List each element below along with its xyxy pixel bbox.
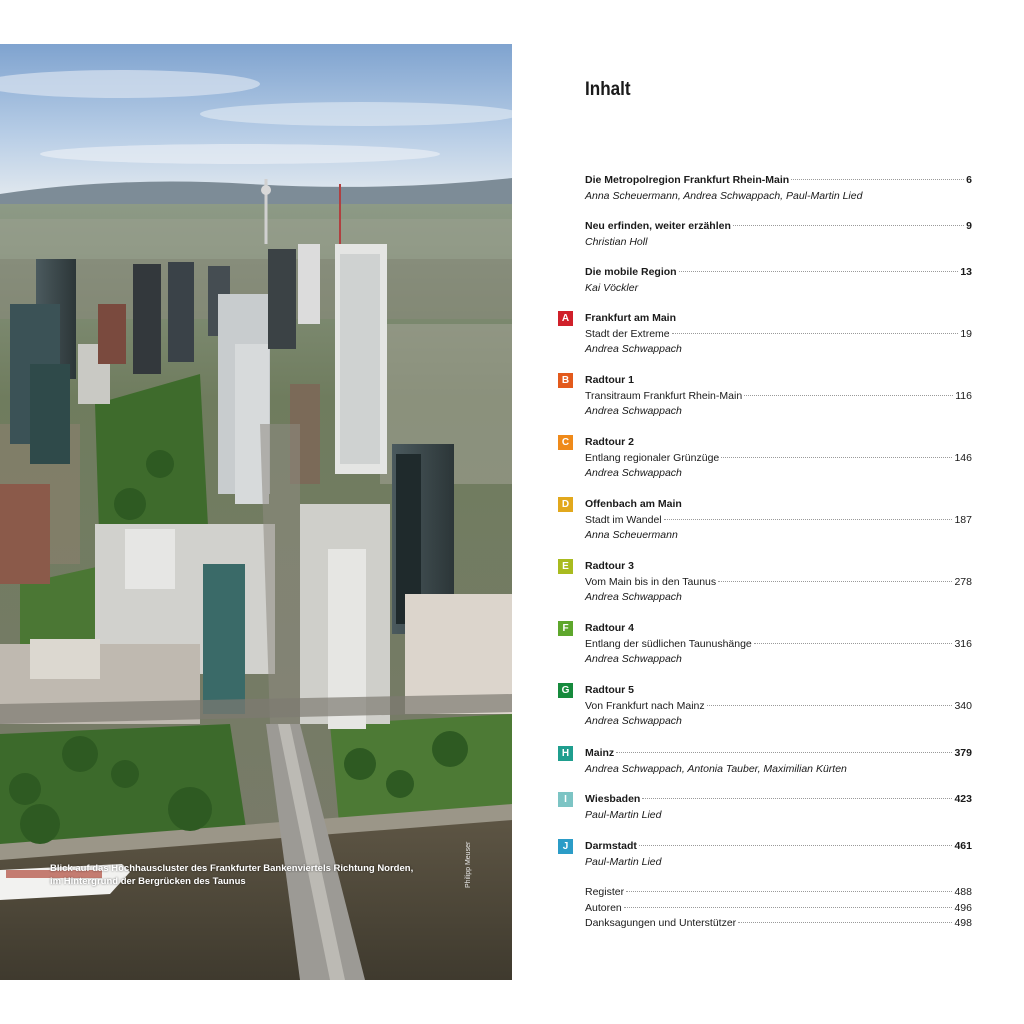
entry-title: Radtour 1 [585,374,635,386]
entry-author: Andrea Schwappach [585,343,682,355]
entry-title: Neu erfinden, weiter erzählen [585,220,731,232]
entry-title: Offenbach am Main [585,498,682,510]
toc-appendix-item[interactable] [585,885,972,901]
entry-title: Autoren [585,901,622,914]
leader-dots [626,891,952,892]
section-letter-badge: C [558,435,573,450]
toc-appendix [585,885,972,932]
leader-dots [616,752,952,753]
entry-author: Christian Holl [585,235,648,248]
section-letter-badge: J [558,839,573,854]
section-letter-badge: I [558,792,573,807]
leader-dots [738,922,952,923]
entry-page: 13 [960,266,972,278]
leader-dots [791,179,964,180]
toc-title: Inhalt [585,79,631,100]
toc-entry[interactable] [585,265,972,296]
entry-subtitle: Transitraum Frankfurt Rhein-Main [585,389,743,402]
entry-title: Radtour 5 [585,684,635,696]
leader-dots [672,333,959,334]
aerial-photo-illustration [0,44,512,980]
leader-dots [639,845,953,846]
leader-dots [642,798,952,799]
toc-entry[interactable] [585,173,972,204]
photo-credit: Philipp Meuser [465,841,472,888]
section-letter-badge: F [558,621,573,636]
toc-entry[interactable] [561,683,972,730]
entry-subtitle: Entlang regionaler Grünzüge [585,451,720,464]
entry-page: 379 [954,747,972,759]
leader-dots [624,907,953,908]
entry-page: 496 [954,901,972,914]
entry-page: 19 [960,327,972,340]
entry-page: 116 [955,389,972,402]
entry-page: 340 [954,699,972,712]
toc-entry[interactable] [564,792,972,823]
entry-title: Register [585,886,625,898]
aerial-photo-frankfurt [0,44,512,980]
section-letter-badge: G [558,683,573,698]
entry-page: 278 [954,575,972,588]
entry-title: Die mobile Region [585,266,677,278]
entry-subtitle: Entlang der südlichen Taunushänge [585,637,752,650]
entry-page: 187 [954,513,972,526]
leader-dots [744,395,953,396]
toc-entry[interactable] [561,497,972,544]
caption-line-2: im Hintergrund der Bergrücken des Taunus [50,876,246,887]
entry-author: Anna Scheuermann, Andrea Schwappach, Paul-Martin Lied [585,189,863,202]
entry-page: 146 [954,451,972,464]
entry-page: 9 [966,220,972,232]
toc-entry[interactable] [561,311,972,358]
toc-appendix-item[interactable] [585,916,972,932]
leader-dots [718,581,952,582]
toc-appendix-item[interactable] [585,901,972,917]
photo-caption [50,862,430,888]
leader-dots [707,705,953,706]
entry-title: Radtour 2 [585,436,635,448]
leader-dots [664,519,953,520]
section-letter-badge: H [558,746,573,761]
entry-page: 6 [966,174,972,186]
section-letter-badge: B [558,373,573,388]
entry-page: 488 [954,886,972,898]
entry-title: Radtour 4 [585,622,635,634]
entry-author: Andrea Schwappach [585,715,682,727]
entry-author: Andrea Schwappach [585,653,682,665]
caption-line-1: Blick auf das Hochhauscluster des Frankfurter Bankenviertels Richtung Norden, [50,863,414,874]
entry-author: Paul-Martin Lied [585,855,662,868]
entry-author: Andrea Schwappach, Antonia Tauber, Maximilian Kürten [585,762,847,775]
entry-title: Radtour 3 [585,560,635,572]
entry-subtitle: Von Frankfurt nach Mainz [585,699,705,712]
section-letter-badge: E [558,559,573,574]
entry-subtitle: Vom Main bis in den Taunus [585,575,717,588]
toc-entry[interactable] [561,373,972,420]
toc-entry[interactable] [562,839,972,870]
toc-entry[interactable] [562,621,972,668]
entry-author: Andrea Schwappach [585,591,682,603]
entry-author: Kai Vöckler [585,281,639,294]
entry-title: Wiesbaden [585,793,641,805]
entry-title: Frankfurt am Main [585,312,677,324]
entry-page: 461 [954,840,972,852]
leader-dots [721,457,952,458]
toc-entry[interactable] [562,559,972,606]
entry-title: Darmstadt [585,840,637,852]
entry-page: 316 [954,637,972,650]
entry-title: Mainz [585,747,615,759]
entry-subtitle: Stadt der Extreme [585,327,670,340]
leader-dots [733,225,964,226]
entry-author: Anna Scheuermann [585,529,678,541]
section-letter-badge: D [558,497,573,512]
entry-title: Die Metropolregion Frankfurt Rhein-Main [585,174,790,186]
entry-subtitle: Stadt im Wandel [585,513,662,526]
toc-entry[interactable] [561,746,972,777]
leader-dots [679,271,959,272]
entry-author: Andrea Schwappach [585,467,682,479]
toc-entry[interactable] [561,435,972,482]
entry-page: 423 [954,793,972,805]
leader-dots [754,643,953,644]
entry-author: Paul-Martin Lied [585,808,662,821]
toc-entry[interactable] [585,219,972,250]
section-letter-badge: A [558,311,573,326]
entry-title: Danksagungen und Unterstützer [585,917,737,929]
entry-page: 498 [954,917,972,929]
entry-author: Andrea Schwappach [585,405,682,417]
